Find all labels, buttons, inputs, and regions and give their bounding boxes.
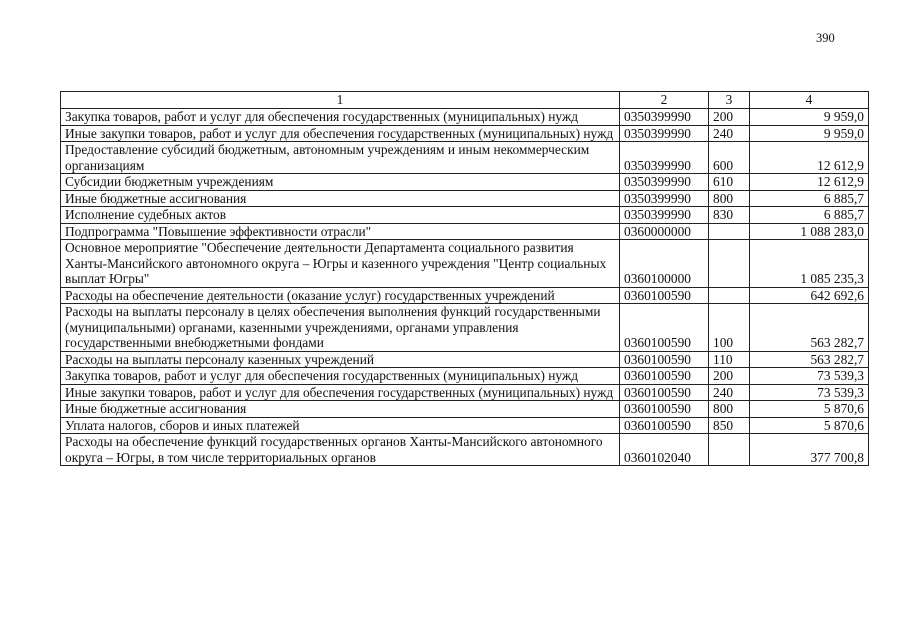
expense-name: Иные закупки товаров, работ и услуг для обеспечения государственных (муниципальных) нужд <box>61 384 620 401</box>
amount: 6 885,7 <box>750 190 869 207</box>
expense-name: Подпрограмма "Повышение эффективности отрасли" <box>61 223 620 240</box>
table-row <box>61 174 869 191</box>
expense-name: Иные закупки товаров, работ и услуг для обеспечения государственных (муниципальных) нужд <box>61 125 620 142</box>
expense-type <box>709 240 750 288</box>
expense-type: 800 <box>709 401 750 418</box>
table-body <box>61 109 869 466</box>
page-number: 390 <box>816 31 835 45</box>
expense-type: 850 <box>709 417 750 434</box>
target-code: 0360100590 <box>620 384 709 401</box>
table-row <box>61 287 869 304</box>
expense-name: Исполнение судебных актов <box>61 207 620 224</box>
table-row <box>61 207 869 224</box>
expense-type: 600 <box>709 142 750 174</box>
target-code: 0360100590 <box>620 417 709 434</box>
expense-type: 240 <box>709 384 750 401</box>
table-row <box>61 240 869 288</box>
table-row <box>61 384 869 401</box>
expense-name: Иные бюджетные ассигнования <box>61 190 620 207</box>
target-code: 0350399990 <box>620 174 709 191</box>
header-col-3: 3 <box>709 92 750 109</box>
header-col-2: 2 <box>620 92 709 109</box>
amount: 73 539,3 <box>750 384 869 401</box>
table-row <box>61 401 869 418</box>
expense-name: Уплата налогов, сборов и иных платежей <box>61 417 620 434</box>
budget-table <box>60 91 869 466</box>
table-row <box>61 125 869 142</box>
target-code: 0360100590 <box>620 368 709 385</box>
expense-type <box>709 287 750 304</box>
expense-type: 830 <box>709 207 750 224</box>
amount: 1 085 235,3 <box>750 240 869 288</box>
target-code: 0360000000 <box>620 223 709 240</box>
expense-type: 200 <box>709 368 750 385</box>
expense-name: Основное мероприятие "Обеспечение деятельности Департамента социального развития Ханты-Мансийского автономного округа – Югры и казенного учреждения "Центр социальных выплат Югры" <box>61 240 620 288</box>
amount: 9 959,0 <box>750 125 869 142</box>
table-row <box>61 223 869 240</box>
amount: 563 282,7 <box>750 304 869 352</box>
expense-name: Расходы на выплаты персоналу в целях обеспечения выполнения функций государственными (муниципальными) органами, казенными учреждениями, органами управления государственными внебюджетными фондами <box>61 304 620 352</box>
amount: 5 870,6 <box>750 417 869 434</box>
expense-type: 610 <box>709 174 750 191</box>
target-code: 0360100590 <box>620 351 709 368</box>
expense-name: Расходы на обеспечение функций государственных органов Ханты-Мансийского автономного округа – Югры, в том числе территориальных органов <box>61 434 620 466</box>
target-code: 0350399990 <box>620 207 709 224</box>
table-row <box>61 368 869 385</box>
target-code: 0360100590 <box>620 304 709 352</box>
expense-name: Предоставление субсидий бюджетным, автономным учреждениям и иным некоммерческим организациям <box>61 142 620 174</box>
amount: 1 088 283,0 <box>750 223 869 240</box>
target-code: 0360100590 <box>620 287 709 304</box>
expense-type: 240 <box>709 125 750 142</box>
target-code: 0360100000 <box>620 240 709 288</box>
target-code: 0350399990 <box>620 125 709 142</box>
amount: 73 539,3 <box>750 368 869 385</box>
amount: 377 700,8 <box>750 434 869 466</box>
table-row <box>61 434 869 466</box>
expense-name: Расходы на выплаты персоналу казенных учреждений <box>61 351 620 368</box>
target-code: 0350399990 <box>620 190 709 207</box>
expense-type: 110 <box>709 351 750 368</box>
expense-type <box>709 223 750 240</box>
header-col-4: 4 <box>750 92 869 109</box>
table-row <box>61 351 869 368</box>
expense-name: Закупка товаров, работ и услуг для обеспечения государственных (муниципальных) нужд <box>61 109 620 126</box>
header-col-1: 1 <box>61 92 620 109</box>
expense-name: Закупка товаров, работ и услуг для обеспечения государственных (муниципальных) нужд <box>61 368 620 385</box>
expense-type: 800 <box>709 190 750 207</box>
target-code: 0360100590 <box>620 401 709 418</box>
expense-name: Субсидии бюджетным учреждениям <box>61 174 620 191</box>
expense-type: 200 <box>709 109 750 126</box>
target-code: 0350399990 <box>620 109 709 126</box>
table-row <box>61 190 869 207</box>
amount: 5 870,6 <box>750 401 869 418</box>
expense-type: 100 <box>709 304 750 352</box>
expense-name: Иные бюджетные ассигнования <box>61 401 620 418</box>
expense-type <box>709 434 750 466</box>
amount: 9 959,0 <box>750 109 869 126</box>
amount: 642 692,6 <box>750 287 869 304</box>
target-code: 0350399990 <box>620 142 709 174</box>
amount: 12 612,9 <box>750 142 869 174</box>
header-row <box>61 92 869 109</box>
target-code: 0360102040 <box>620 434 709 466</box>
amount: 12 612,9 <box>750 174 869 191</box>
table-row <box>61 142 869 174</box>
expense-name: Расходы на обеспечение деятельности (оказание услуг) государственных учреждений <box>61 287 620 304</box>
table-row <box>61 304 869 352</box>
amount: 6 885,7 <box>750 207 869 224</box>
table-row <box>61 109 869 126</box>
table-header <box>61 92 869 109</box>
table-row <box>61 417 869 434</box>
amount: 563 282,7 <box>750 351 869 368</box>
